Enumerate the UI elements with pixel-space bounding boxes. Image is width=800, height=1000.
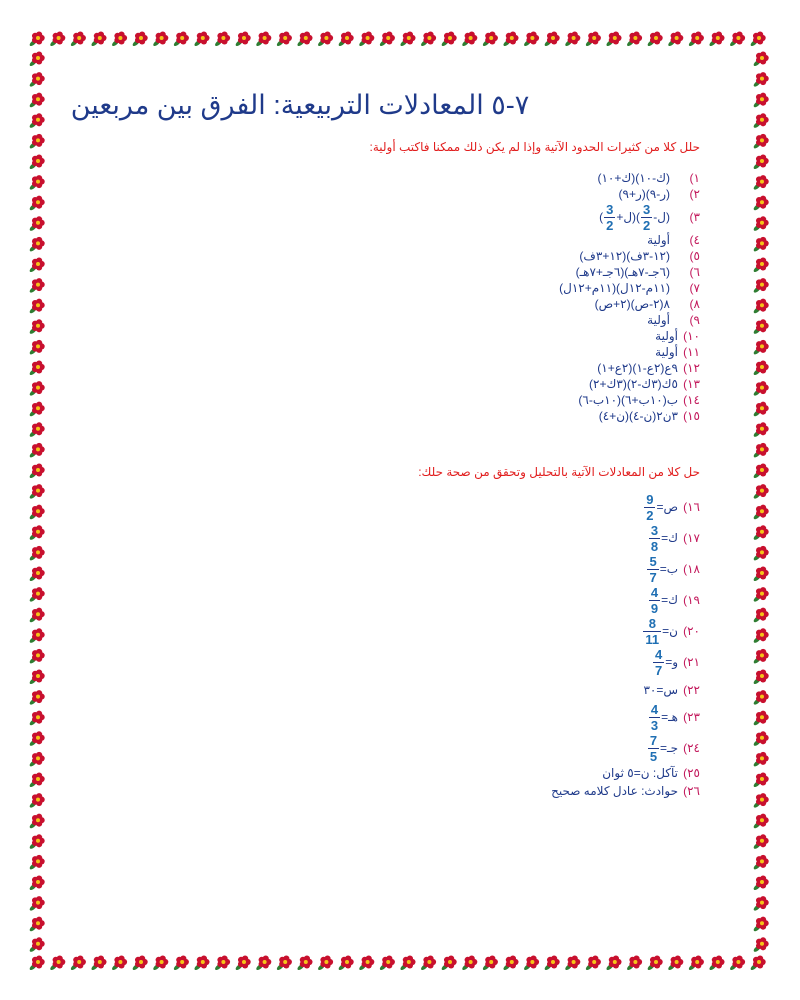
flower-icon <box>482 31 498 47</box>
fraction: $\frac{4}{3}$ <box>650 702 659 733</box>
fraction: $\frac{3}{2}$ <box>606 201 614 233</box>
flower-icon <box>29 154 45 170</box>
border-top <box>28 28 772 48</box>
flower-icon <box>29 278 45 294</box>
answer-item: ٢٣) هـ= $\frac{4}{3}$ <box>650 702 700 733</box>
answer-list-solve <box>551 492 700 800</box>
flower-icon <box>753 690 769 706</box>
flower-icon <box>29 381 45 397</box>
flower-icon <box>753 72 769 88</box>
flower-icon <box>753 587 769 603</box>
fraction: $\frac{4}{9}$ <box>650 585 659 616</box>
instruction-factor: حلل كلا من كثيرات الحدود الآتية وإذا لم يكن ذلك ممكنا فاكتب أولية: <box>369 140 700 154</box>
answer-item: ٢٤) جـ= $\frac{7}{5}$ <box>649 733 700 764</box>
flower-icon <box>29 855 45 871</box>
flower-icon <box>753 443 769 459</box>
flower-icon <box>753 669 769 685</box>
flower-icon <box>235 31 251 47</box>
answer-item: ٢١) و= $\frac{4}{7}$ <box>654 647 700 678</box>
flower-icon <box>753 896 769 912</box>
flower-icon <box>564 31 580 47</box>
flower-icon <box>29 546 45 562</box>
flower-icon <box>753 525 769 541</box>
flower-icon <box>753 175 769 191</box>
flower-icon <box>29 257 45 273</box>
flower-icon <box>461 955 477 971</box>
flower-icon <box>152 955 168 971</box>
flower-icon <box>753 731 769 747</box>
answer-item: ١) (ك-١٠)(ك+١٠) <box>597 171 700 185</box>
flower-icon <box>502 31 518 47</box>
flower-icon <box>29 51 45 67</box>
flower-icon <box>379 955 395 971</box>
flower-icon <box>29 896 45 912</box>
flower-icon <box>482 955 498 971</box>
flower-icon <box>29 134 45 150</box>
flower-icon <box>544 31 560 47</box>
border-bottom <box>28 952 772 972</box>
flower-icon <box>753 257 769 273</box>
answer-item: ٢٢) س=٣٠ <box>643 683 700 697</box>
flower-icon <box>29 360 45 376</box>
flower-icon <box>193 31 209 47</box>
flower-icon <box>358 31 374 47</box>
flower-icon <box>753 711 769 727</box>
answer-item: ٩) أولية <box>647 313 700 327</box>
flower-icon <box>753 546 769 562</box>
flower-icon <box>49 955 65 971</box>
flower-icon <box>29 72 45 88</box>
flower-icon <box>688 955 704 971</box>
flower-icon <box>29 443 45 459</box>
flower-icon <box>753 299 769 315</box>
flower-icon <box>49 31 65 47</box>
flower-icon <box>276 955 292 971</box>
flower-icon <box>753 402 769 418</box>
flower-icon <box>29 752 45 768</box>
flower-icon <box>90 31 106 47</box>
flower-icon <box>296 31 312 47</box>
flower-icon <box>441 31 457 47</box>
flower-icon <box>29 690 45 706</box>
flower-icon <box>753 814 769 830</box>
flower-icon <box>29 505 45 521</box>
flower-icon <box>379 31 395 47</box>
answer-list-factor <box>559 170 700 424</box>
flower-icon <box>523 31 539 47</box>
answer-item: ١١) أولية <box>655 345 700 359</box>
fraction: $\frac{7}{5}$ <box>649 733 658 764</box>
answer-item: ٦) (٦جـ-٧هـ)(٦جـ+٧هـ) <box>575 265 700 279</box>
flower-icon <box>317 955 333 971</box>
answer-item: ٢) (ر-٩)(ر+٩) <box>618 187 700 201</box>
border-left <box>28 28 48 972</box>
flower-icon <box>29 917 45 933</box>
flower-icon <box>753 793 769 809</box>
flower-icon <box>441 955 457 971</box>
flower-icon <box>753 484 769 500</box>
flower-icon <box>29 196 45 212</box>
flower-icon <box>502 955 518 971</box>
flower-icon <box>399 955 415 971</box>
flower-icon <box>29 834 45 850</box>
answer-item: ٣) (ل- $\frac{3}{2}$ )(ل+ $\frac{3}{2}$ ) <box>599 201 700 233</box>
flower-icon <box>29 649 45 665</box>
answer-item: ١٤) ب(١٠ب+٦)(١٠ب-٦) <box>578 393 700 407</box>
flower-icon <box>647 31 663 47</box>
answer-item: ٥) (١٢-٣ف)(١٢+٣ف) <box>579 249 700 263</box>
flower-icon <box>753 937 769 953</box>
flower-icon <box>29 93 45 109</box>
flower-icon <box>461 31 477 47</box>
answer-item: ٢٠) ن= $\frac{8}{11}$ <box>645 616 700 647</box>
border-right <box>752 28 772 972</box>
flower-icon <box>729 955 745 971</box>
flower-icon <box>753 422 769 438</box>
flower-icon <box>29 566 45 582</box>
flower-icon <box>753 360 769 376</box>
flower-icon <box>753 875 769 891</box>
flower-icon <box>753 278 769 294</box>
flower-icon <box>753 834 769 850</box>
flower-icon <box>70 31 86 47</box>
flower-icon <box>29 319 45 335</box>
flower-icon <box>111 955 127 971</box>
flower-icon <box>173 31 189 47</box>
flower-icon <box>29 216 45 232</box>
flower-icon <box>152 31 168 47</box>
flower-icon <box>708 955 724 971</box>
flower-icon <box>667 955 683 971</box>
flower-icon <box>214 955 230 971</box>
flower-icon <box>667 31 683 47</box>
answer-item: ١٠) أولية <box>655 329 700 343</box>
flower-icon <box>29 731 45 747</box>
flower-icon <box>29 669 45 685</box>
flower-icon <box>626 955 642 971</box>
flower-icon <box>29 525 45 541</box>
fraction: $\frac{9}{2}$ <box>646 492 654 523</box>
fraction: $\frac{3}{8}$ <box>650 523 659 554</box>
flower-icon <box>29 340 45 356</box>
flower-icon <box>753 113 769 129</box>
answer-item: ١٧) ك= $\frac{3}{8}$ <box>650 523 700 554</box>
flower-icon <box>729 31 745 47</box>
flower-icon <box>296 955 312 971</box>
flower-icon <box>29 628 45 644</box>
flower-icon <box>753 649 769 665</box>
flower-icon <box>753 237 769 253</box>
flower-icon <box>420 31 436 47</box>
flower-icon <box>29 113 45 129</box>
instruction-solve: حل كلا من المعادلات الآتية بالتحليل وتحقق من صحة حلك: <box>418 465 700 479</box>
page-title: ٧-٥ المعادلات التربيعية: الفرق بين مربعين <box>70 90 530 120</box>
flower-icon <box>29 793 45 809</box>
flower-icon <box>173 955 189 971</box>
flower-icon <box>585 955 601 971</box>
answer-item: ٨) ٨(٢-ص)(٢+ص) <box>594 297 700 311</box>
flower-icon <box>688 31 704 47</box>
flower-icon <box>523 955 539 971</box>
flower-icon <box>29 299 45 315</box>
flower-icon <box>647 955 663 971</box>
flower-icon <box>29 772 45 788</box>
flower-icon <box>29 237 45 253</box>
flower-icon <box>29 608 45 624</box>
answer-item: ١٦) ص= $\frac{9}{2}$ <box>646 492 700 523</box>
flower-icon <box>193 955 209 971</box>
flower-icon <box>753 51 769 67</box>
flower-icon <box>338 955 354 971</box>
flower-icon <box>753 505 769 521</box>
flower-icon <box>276 31 292 47</box>
answer-item: ٤) أولية <box>647 233 700 247</box>
answer-item: ١٥) ٣ن٢(ن-٤)(ن+٤) <box>598 409 700 423</box>
worksheet <box>60 60 710 940</box>
flower-icon <box>753 381 769 397</box>
flower-icon <box>564 955 580 971</box>
flower-icon <box>753 855 769 871</box>
flower-icon <box>420 955 436 971</box>
answer-item: ٢٥) تآكل: ن=٥ ثوان <box>602 766 700 780</box>
flower-icon <box>399 31 415 47</box>
flower-icon <box>753 463 769 479</box>
flower-icon <box>753 93 769 109</box>
flower-icon <box>753 340 769 356</box>
flower-icon <box>29 422 45 438</box>
flower-icon <box>132 955 148 971</box>
flower-icon <box>626 31 642 47</box>
answer-item: ١٩) ك= $\frac{4}{9}$ <box>650 585 700 616</box>
answer-item: ١٢) ٩ع(٢ع-١)(٢ع+١) <box>597 361 700 375</box>
flower-icon <box>605 31 621 47</box>
fraction: $\frac{8}{11}$ <box>645 616 660 647</box>
flower-icon <box>753 319 769 335</box>
flower-icon <box>605 955 621 971</box>
flower-icon <box>111 31 127 47</box>
answer-item: ٧) (١١م-١٢ل)(١١م+١٢ل) <box>559 281 700 295</box>
flower-icon <box>29 402 45 418</box>
flower-icon <box>753 772 769 788</box>
answer-item: ٢٦) حوادث: عادل كلامه صحيح <box>551 784 700 798</box>
flower-icon <box>585 31 601 47</box>
answer-item: ١٨) ب= $\frac{5}{7}$ <box>649 554 700 585</box>
flower-icon <box>235 955 251 971</box>
flower-icon <box>708 31 724 47</box>
flower-icon <box>753 134 769 150</box>
flower-icon <box>132 31 148 47</box>
flower-icon <box>29 175 45 191</box>
flower-icon <box>358 955 374 971</box>
flower-icon <box>753 917 769 933</box>
flower-icon <box>255 955 271 971</box>
flower-icon <box>29 814 45 830</box>
flower-icon <box>29 711 45 727</box>
flower-icon <box>753 216 769 232</box>
flower-icon <box>753 608 769 624</box>
flower-icon <box>753 628 769 644</box>
flower-icon <box>29 463 45 479</box>
flower-icon <box>544 955 560 971</box>
flower-icon <box>29 875 45 891</box>
flower-icon <box>29 937 45 953</box>
flower-icon <box>753 154 769 170</box>
answer-item: ١٣) ٥ك(٣ك-٢)(٣ك+٢) <box>589 377 700 391</box>
flower-icon <box>753 566 769 582</box>
fraction: $\frac{3}{2}$ <box>643 201 651 233</box>
flower-icon <box>338 31 354 47</box>
flower-icon <box>29 484 45 500</box>
flower-icon <box>753 752 769 768</box>
flower-icon <box>90 955 106 971</box>
fraction: $\frac{5}{7}$ <box>649 554 657 585</box>
flower-icon <box>29 587 45 603</box>
flower-icon <box>753 196 769 212</box>
flower-icon <box>317 31 333 47</box>
flower-icon <box>214 31 230 47</box>
fraction: $\frac{4}{7}$ <box>654 647 663 678</box>
flower-icon <box>255 31 271 47</box>
flower-icon <box>70 955 86 971</box>
